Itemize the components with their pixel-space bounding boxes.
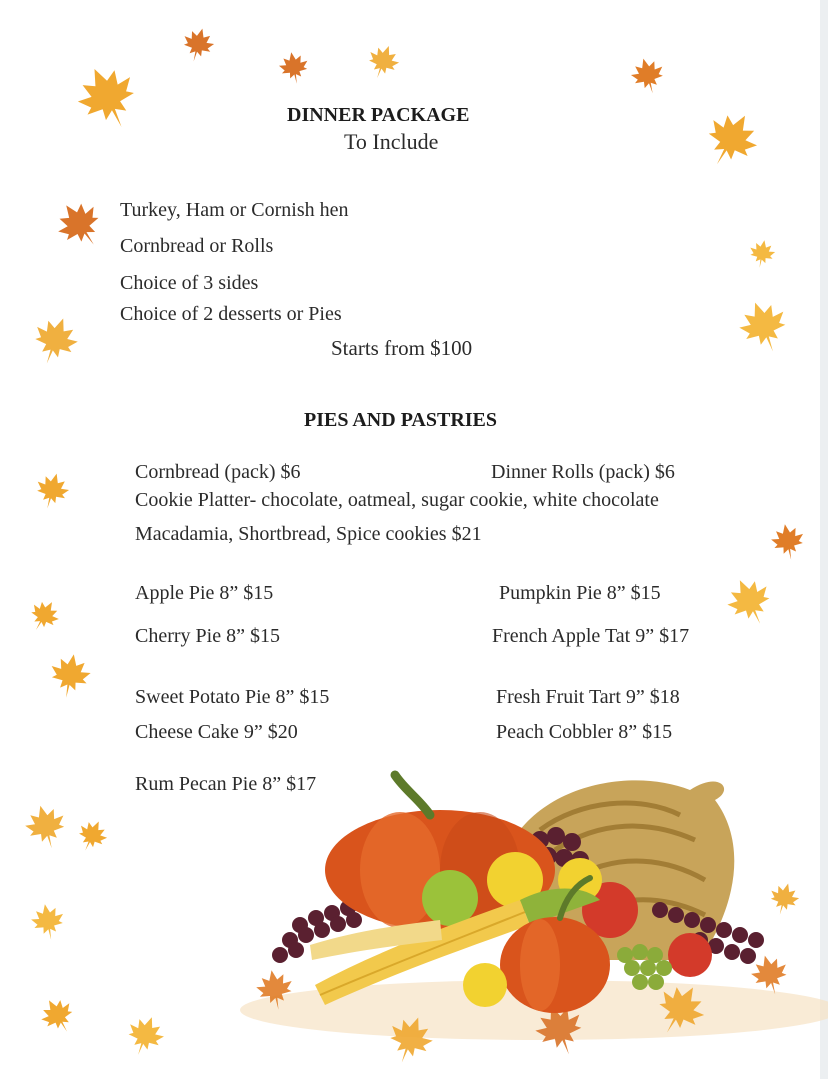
menu-item-left: Cherry Pie 8” $15 <box>135 625 280 647</box>
package-item: Choice of 3 sides <box>120 272 259 294</box>
package-title: DINNER PACKAGE <box>287 104 470 126</box>
menu-item-right: Pumpkin Pie 8” $15 <box>499 582 661 604</box>
package-price: Starts from $100 <box>331 336 473 360</box>
menu-item-right: Peach Cobbler 8” $15 <box>496 721 673 743</box>
menu-item-cookie-platter-cont: Macadamia, Shortbread, Spice cookies $21 <box>135 523 482 545</box>
package-item: Cornbread or Rolls <box>120 235 274 257</box>
pies-title: PIES AND PASTRIES <box>304 409 498 431</box>
package-item: Turkey, Ham or Cornish hen <box>120 199 349 221</box>
menu-item-left: Cheese Cake 9” $20 <box>135 721 298 743</box>
menu-item-dinner-rolls: Dinner Rolls (pack) $6 <box>491 461 675 483</box>
menu-item-right: Fresh Fruit Tart 9” $18 <box>496 686 680 708</box>
menu-item-left: Sweet Potato Pie 8” $15 <box>135 686 330 708</box>
menu-item-right: French Apple Tat 9” $17 <box>492 625 690 647</box>
menu-item-cookie-platter: Cookie Platter- chocolate, oatmeal, sugar cookie, white chocolate <box>135 489 659 511</box>
package-item: Choice of 2 desserts or Pies <box>120 303 342 325</box>
menu-item-cornbread: Cornbread (pack) $6 <box>135 461 301 483</box>
menu-item-left: Rum Pecan Pie 8” $17 <box>135 773 317 795</box>
package-subtitle: To Include <box>344 129 439 154</box>
menu-item-left: Apple Pie 8” $15 <box>135 582 274 604</box>
